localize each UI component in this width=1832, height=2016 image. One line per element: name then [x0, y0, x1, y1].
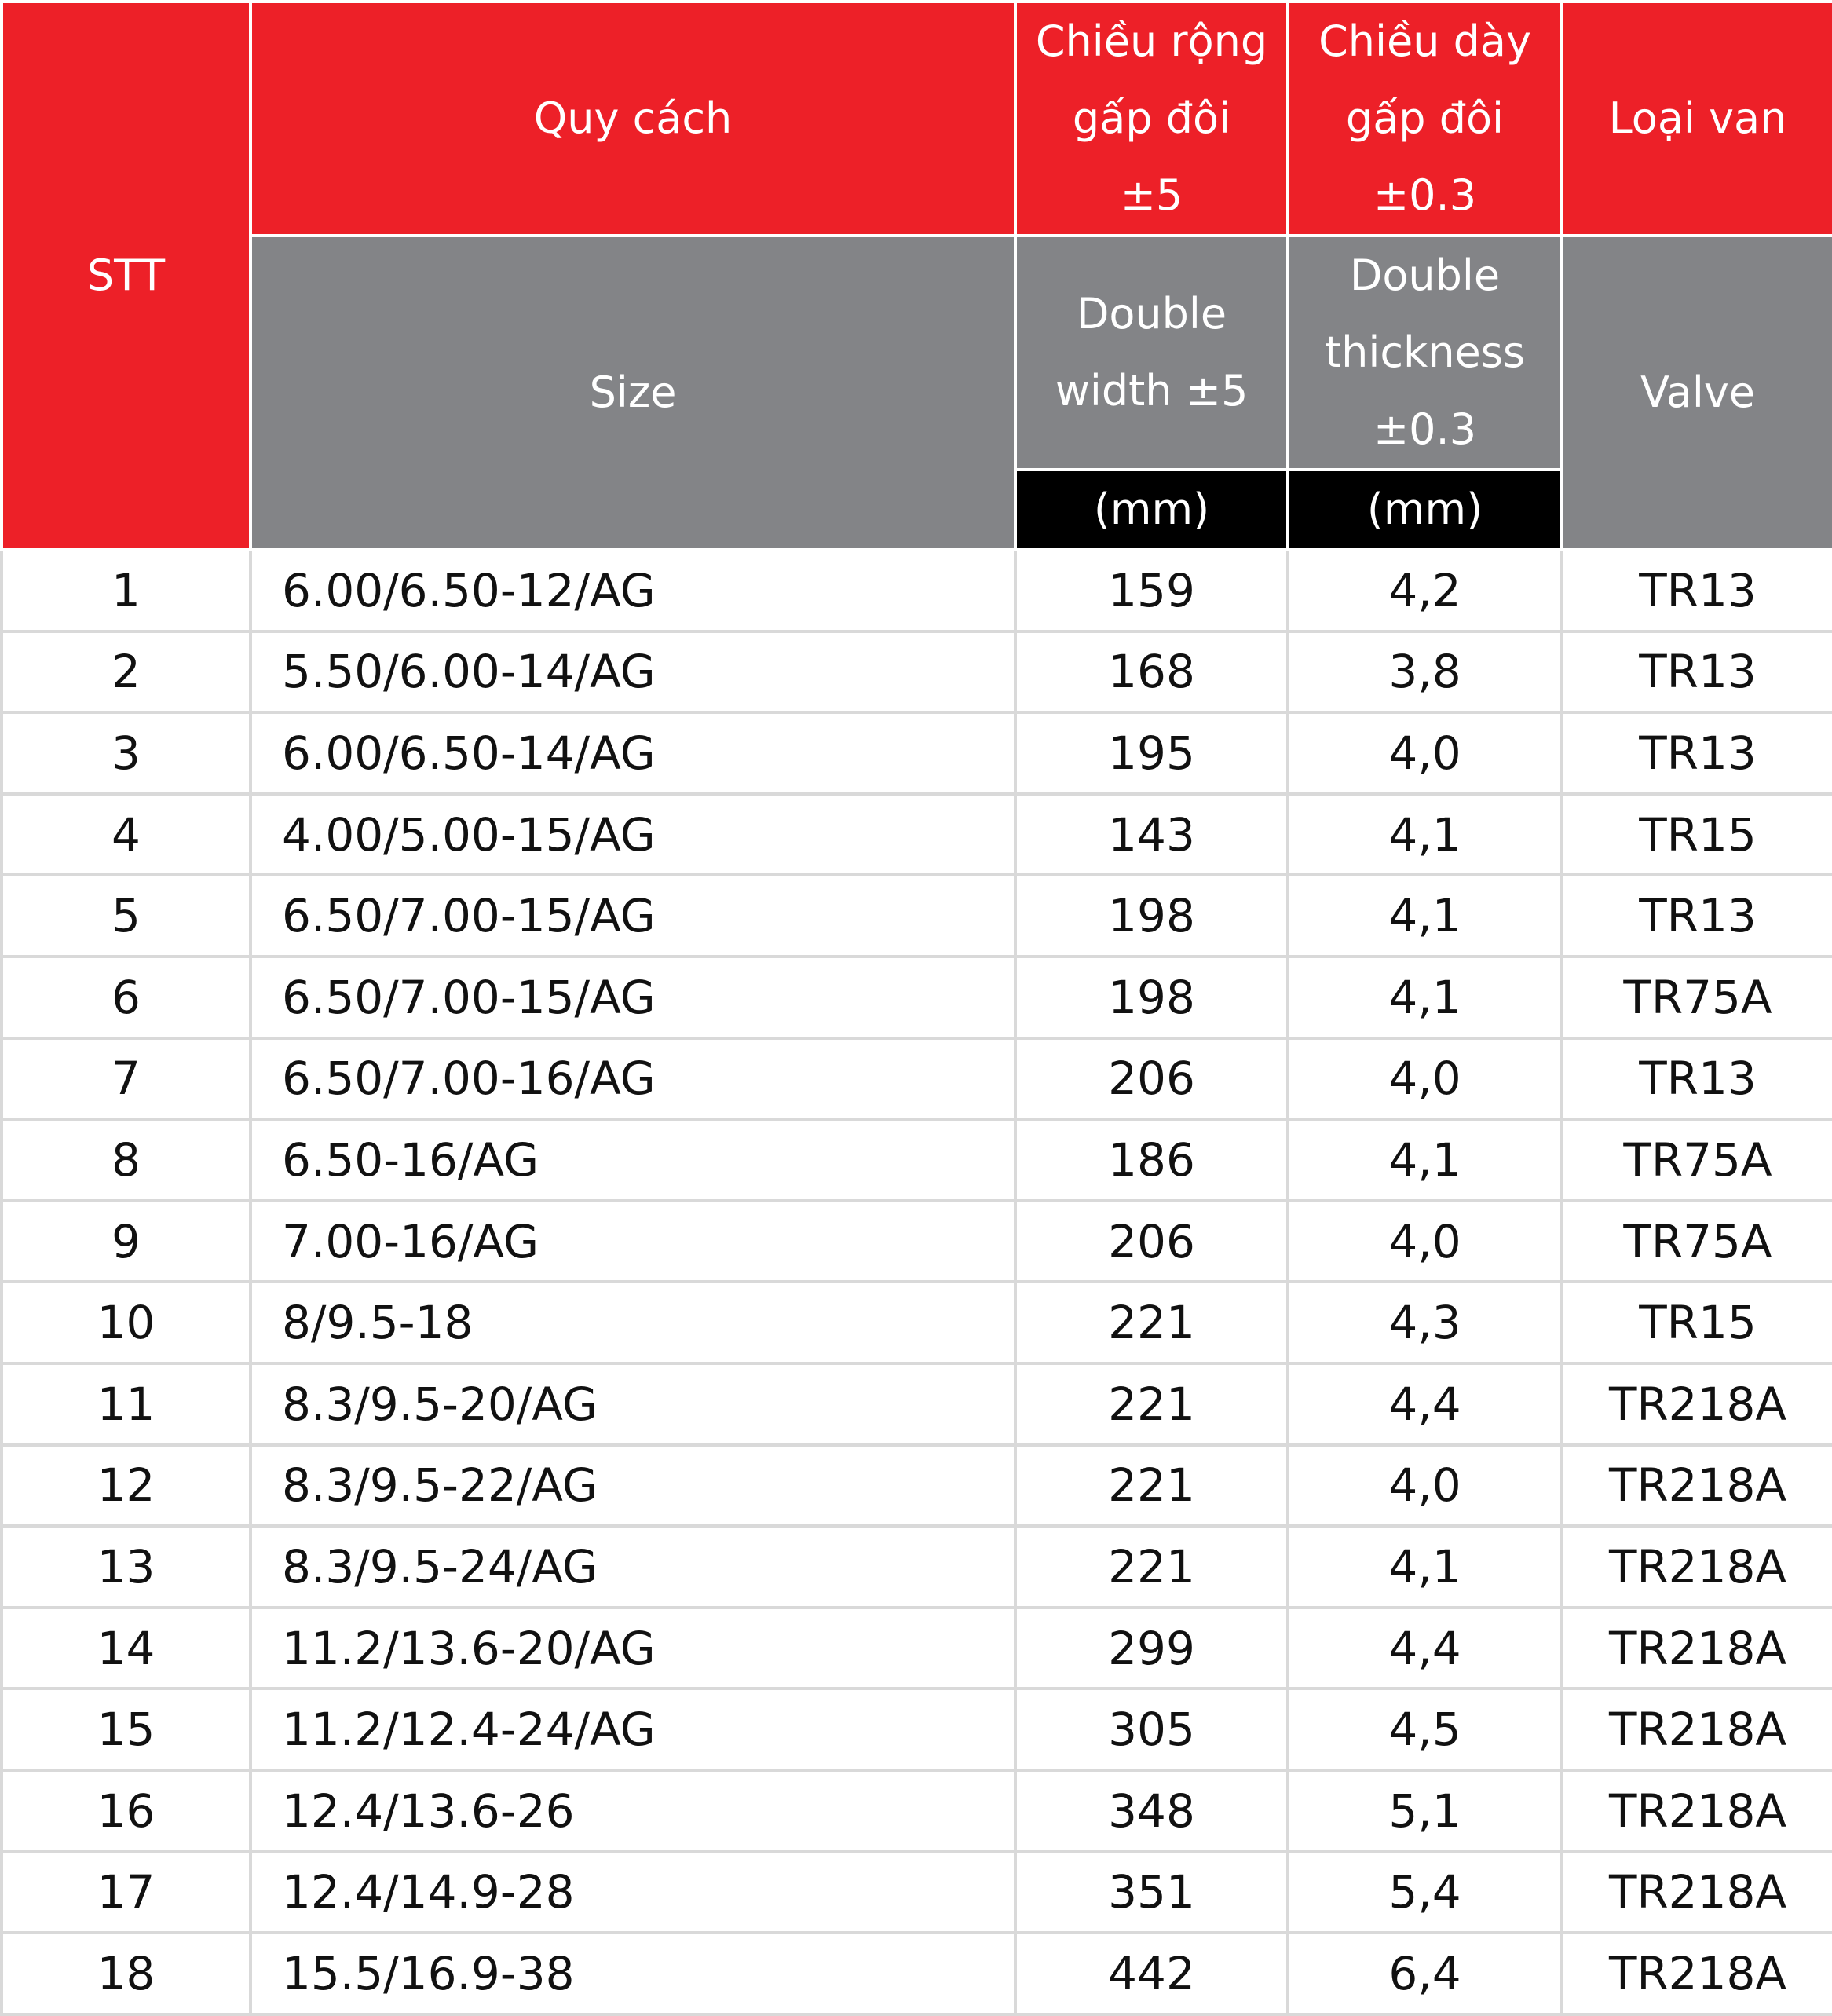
row-size: 6.00/6.50-14/AG [250, 712, 1015, 794]
row-number: 9 [2, 1201, 250, 1282]
row-double-thickness: 5,4 [1288, 1852, 1562, 1934]
row-number: 11 [2, 1363, 250, 1445]
table-row [2, 794, 1832, 876]
header-thickness-vi-line: ±0.3 [1373, 170, 1477, 220]
header-thickness-en [1288, 236, 1562, 470]
header-width-vi-line: ±5 [1120, 170, 1183, 220]
row-double-width: 195 [1015, 712, 1288, 794]
header-thickness-en-line: ±0.3 [1373, 404, 1477, 454]
row-size: 7.00-16/AG [250, 1201, 1015, 1282]
row-double-thickness: 4,0 [1288, 712, 1562, 794]
table-body [2, 550, 1832, 2014]
row-size: 6.50/7.00-16/AG [250, 1038, 1015, 1120]
row-valve: TR218A [1562, 1933, 1832, 2014]
row-double-width: 305 [1015, 1689, 1288, 1770]
row-valve: TR218A [1562, 1526, 1832, 1608]
row-double-thickness: 4,1 [1288, 957, 1562, 1038]
row-double-width: 159 [1015, 550, 1288, 631]
row-valve: TR75A [1562, 957, 1832, 1038]
row-size: 12.4/13.6-26 [250, 1770, 1015, 1852]
row-valve: TR75A [1562, 1201, 1832, 1282]
row-double-width: 198 [1015, 957, 1288, 1038]
row-number: 6 [2, 957, 250, 1038]
table-row [2, 1282, 1832, 1363]
row-size: 6.50-16/AG [250, 1119, 1015, 1201]
row-valve: TR13 [1562, 875, 1832, 957]
row-valve: TR218A [1562, 1689, 1832, 1770]
header-size-en: Size [250, 236, 1015, 550]
row-number: 3 [2, 712, 250, 794]
row-size: 5.50/6.00-14/AG [250, 631, 1015, 713]
row-double-thickness: 4,0 [1288, 1038, 1562, 1120]
row-number: 8 [2, 1119, 250, 1201]
row-double-thickness: 4,1 [1288, 1526, 1562, 1608]
row-double-width: 221 [1015, 1526, 1288, 1608]
row-number: 4 [2, 794, 250, 876]
header-stt: STT [2, 2, 250, 550]
row-double-width: 351 [1015, 1852, 1288, 1934]
row-number: 12 [2, 1445, 250, 1527]
row-size: 8/9.5-18 [250, 1282, 1015, 1363]
table-row [2, 1038, 1832, 1120]
row-valve: TR218A [1562, 1363, 1832, 1445]
row-double-width: 299 [1015, 1608, 1288, 1689]
row-double-thickness: 4,2 [1288, 550, 1562, 631]
row-double-thickness: 4,1 [1288, 1119, 1562, 1201]
table-row [2, 712, 1832, 794]
row-size: 6.50/7.00-15/AG [250, 875, 1015, 957]
table-row [2, 631, 1832, 713]
table-row [2, 550, 1832, 631]
row-number: 15 [2, 1689, 250, 1770]
header-thickness-en-line: thickness [1324, 327, 1526, 377]
header-unit-thickness: (mm) [1288, 470, 1562, 550]
row-double-thickness: 3,8 [1288, 631, 1562, 713]
header-unit-width: (mm) [1015, 470, 1288, 550]
row-valve: TR218A [1562, 1852, 1832, 1934]
header-width-vi [1015, 2, 1288, 236]
row-valve: TR15 [1562, 1282, 1832, 1363]
table-row [2, 1201, 1832, 1282]
row-double-thickness: 4,0 [1288, 1201, 1562, 1282]
header-thickness-en-line: Double [1349, 251, 1501, 300]
row-size: 6.00/6.50-12/AG [250, 550, 1015, 631]
table-row [2, 1445, 1832, 1527]
row-double-width: 168 [1015, 631, 1288, 713]
row-double-width: 221 [1015, 1282, 1288, 1363]
row-number: 1 [2, 550, 250, 631]
header-width-en-line: Double [1076, 289, 1227, 338]
header-thickness-vi [1288, 2, 1562, 236]
row-double-thickness: 6,4 [1288, 1933, 1562, 2014]
row-number: 13 [2, 1526, 250, 1608]
row-double-thickness: 4,5 [1288, 1689, 1562, 1770]
row-valve: TR15 [1562, 794, 1832, 876]
row-double-width: 348 [1015, 1770, 1288, 1852]
row-size: 12.4/14.9-28 [250, 1852, 1015, 1934]
row-valve: TR13 [1562, 712, 1832, 794]
row-valve: TR218A [1562, 1608, 1832, 1689]
row-double-thickness: 4,4 [1288, 1608, 1562, 1689]
row-number: 17 [2, 1852, 250, 1934]
header-width-en [1015, 236, 1288, 470]
table-row [2, 957, 1832, 1038]
row-double-width: 186 [1015, 1119, 1288, 1201]
table-row [2, 1933, 1832, 2014]
row-size: 8.3/9.5-24/AG [250, 1526, 1015, 1608]
row-valve: TR13 [1562, 1038, 1832, 1120]
row-size: 11.2/13.6-20/AG [250, 1608, 1015, 1689]
row-double-thickness: 4,0 [1288, 1445, 1562, 1527]
table-row [2, 875, 1832, 957]
table-row [2, 1526, 1832, 1608]
row-double-thickness: 4,1 [1288, 875, 1562, 957]
table-row [2, 1852, 1832, 1934]
row-double-width: 206 [1015, 1038, 1288, 1120]
row-number: 10 [2, 1282, 250, 1363]
header-size-vi: Quy cách [250, 2, 1015, 236]
table-header [2, 2, 1832, 550]
header-valve-vi: Loại van [1562, 2, 1832, 236]
row-size: 8.3/9.5-20/AG [250, 1363, 1015, 1445]
row-valve: TR218A [1562, 1445, 1832, 1527]
row-valve: TR13 [1562, 550, 1832, 631]
table-row [2, 1689, 1832, 1770]
table-row [2, 1363, 1832, 1445]
row-number: 14 [2, 1608, 250, 1689]
row-double-thickness: 5,1 [1288, 1770, 1562, 1852]
row-size: 11.2/12.4-24/AG [250, 1689, 1015, 1770]
header-valve-en: Valve [1562, 236, 1832, 550]
row-double-width: 143 [1015, 794, 1288, 876]
row-valve: TR75A [1562, 1119, 1832, 1201]
row-size: 6.50/7.00-15/AG [250, 957, 1015, 1038]
table-row [2, 1608, 1832, 1689]
row-double-width: 221 [1015, 1363, 1288, 1445]
header-width-en-line: width ±5 [1055, 366, 1249, 415]
row-double-width: 206 [1015, 1201, 1288, 1282]
header-thickness-vi-line: gấp đôi [1345, 93, 1505, 143]
row-valve: TR218A [1562, 1770, 1832, 1852]
row-number: 7 [2, 1038, 250, 1120]
row-double-width: 198 [1015, 875, 1288, 957]
row-double-width: 221 [1015, 1445, 1288, 1527]
header-width-vi-line: Chiều rộng [1035, 16, 1268, 66]
header-width-vi-line: gấp đôi [1072, 93, 1231, 143]
table-row [2, 1770, 1832, 1852]
row-double-thickness: 4,4 [1288, 1363, 1562, 1445]
row-number: 5 [2, 875, 250, 957]
table-row [2, 1119, 1832, 1201]
row-size: 8.3/9.5-22/AG [250, 1445, 1015, 1527]
row-number: 16 [2, 1770, 250, 1852]
row-double-thickness: 4,1 [1288, 794, 1562, 876]
row-number: 18 [2, 1933, 250, 2014]
row-double-width: 442 [1015, 1933, 1288, 2014]
row-valve: TR13 [1562, 631, 1832, 713]
row-double-thickness: 4,3 [1288, 1282, 1562, 1363]
row-size: 15.5/16.9-38 [250, 1933, 1015, 2014]
header-thickness-vi-line: Chiều dày [1318, 16, 1531, 66]
row-number: 2 [2, 631, 250, 713]
row-size: 4.00/5.00-15/AG [250, 794, 1015, 876]
